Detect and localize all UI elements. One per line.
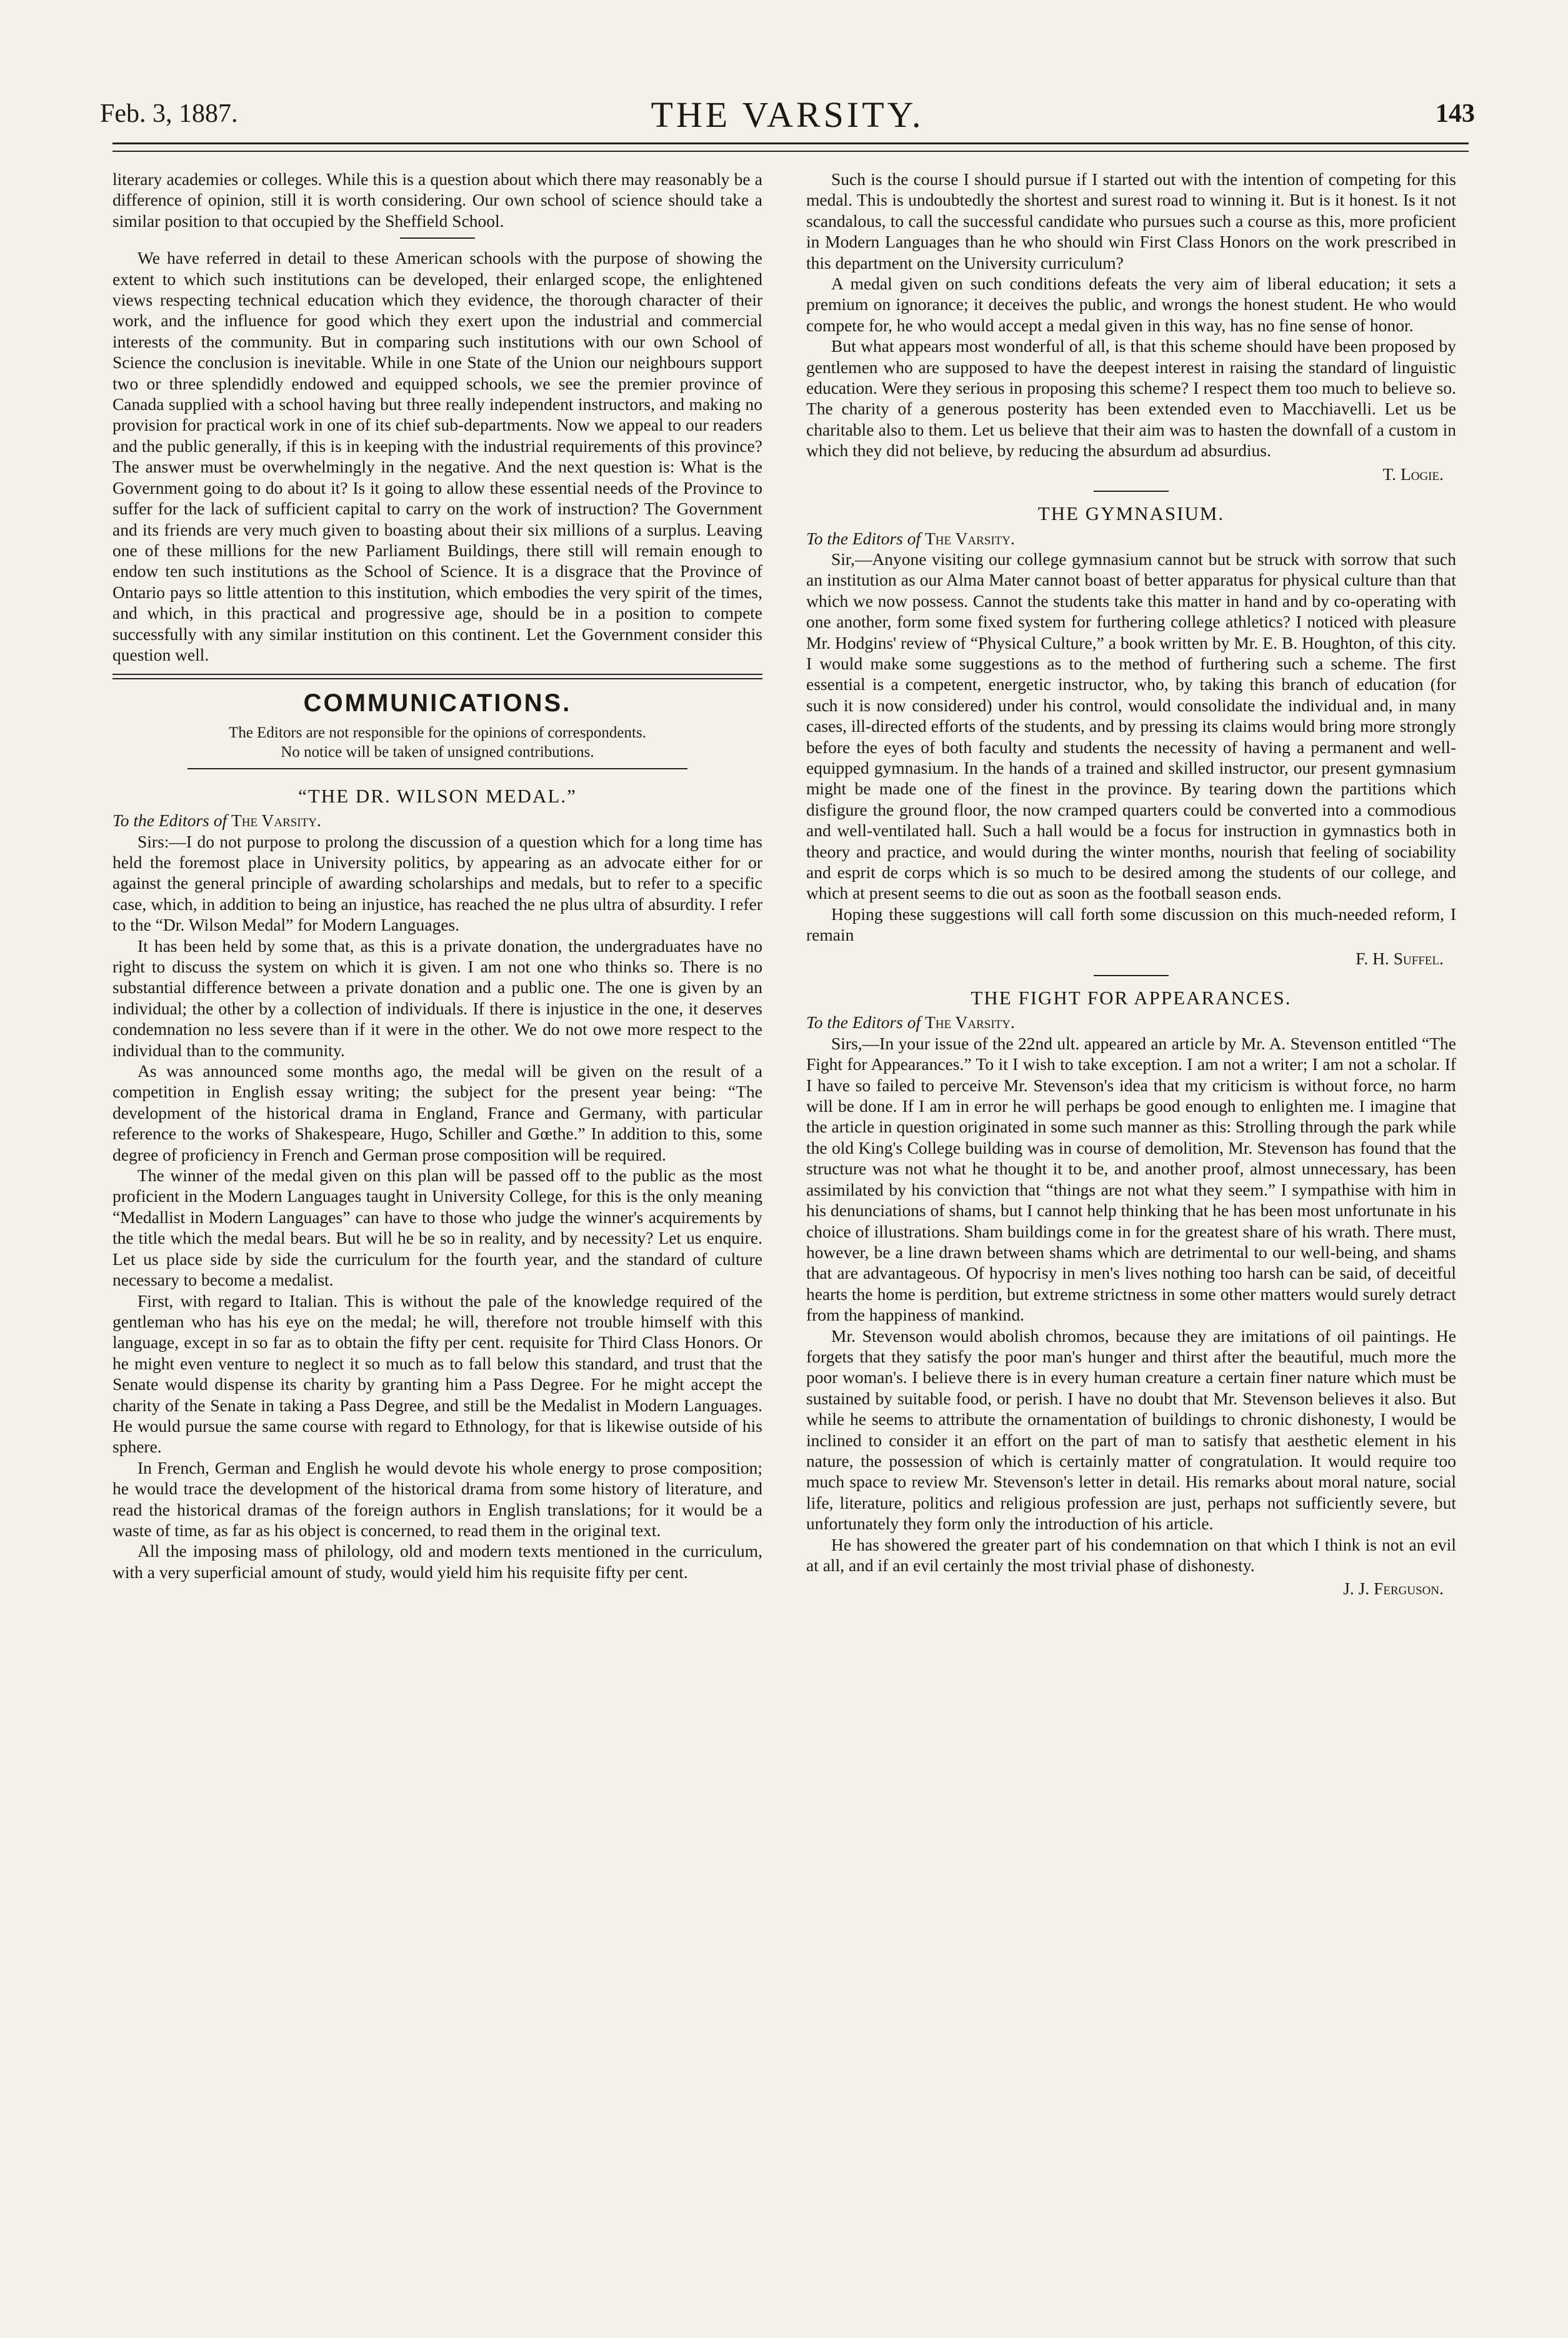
gym-paragraph: Hoping these suggestions will call forth some discussion on this much-needed reform, I remain (806, 904, 1456, 945)
wilson-paragraph: All the imposing mass of philology, old and modern texts mentioned in the curriculum, with a very superficial amount of study, would yield him his requisite fifty per cent. (112, 1541, 762, 1582)
fight-appearances-heading: THE FIGHT FOR APPEARANCES. (971, 987, 1292, 1009)
fight-salutation (806, 1012, 1456, 1032)
newspaper-title: THE VARSITY. (651, 94, 924, 135)
to-editors-text: To the Editors of (806, 528, 921, 548)
wilson-paragraph: First, with regard to Italian. This is without the pale of the knowledge required of the gentleman who has his eye on the medal; he will, therefore not trouble himself with this language, except in so far as to obtain the fifty per cent. requisite for Third Class Honors. Or he might even venture to neglect it so much as to fall below this standard, and trust that the Senate would dispense its charity by granting him a Pass Degree. For he might accept the charity of the Senate in taking a Pass Degree, and still be the Medalist in Modern Languages. He would pursue the same course with regard to Ethnology, for that is likewise outside of his sphere. (112, 1291, 762, 1457)
section-divider (112, 674, 762, 679)
fight-paragraph: Mr. Stevenson would abolish chromos, because they are imitations of oil paintings. He forgets that they satisfy the poor man's hunger and thirst after the beautiful, much more the poor woman's. I believe there is in every human creature a certain finer nature which must be sustained by suitable food, or perish. I have no doubt that Mr. Stevenson believes it also. But while he seems to attribute the ornamentation of buildings to chronic dishonesty, I would be inclined to consider it an effort on the part of man to satisfy that aesthetic element in his nature, the possession of which is certainly matter of congratulation. It would require too much space to review Mr. Stevenson's letter in detail. His remarks about moral nature, social life, literature, politics and religious profession are just, perhaps not sufficiently severe, but unfortunately they form only the introduction of his article. (806, 1326, 1456, 1534)
short-divider (1094, 491, 1169, 492)
wilson-paragraph: The winner of the medal given on this plan will be passed off to the public as the most proficient in the Modern Languages taught in University College, for this is the only meaning “Medallist in Modern Languages” can have to those who judge the winner's acquirements by the title which the medal bears. But will he be so in reality, and by necessity? Let us enquire. Let us place side by side the curriculum for the fourth year, and the standard of culture necessary to become a medalist. (112, 1166, 762, 1290)
gym-salutation (806, 528, 1456, 549)
editors-notice (112, 723, 762, 762)
page-number: 143 (1436, 99, 1475, 128)
notice-divider (187, 768, 687, 769)
issue-date: Feb. 3, 1887. (100, 99, 238, 128)
short-divider (400, 237, 475, 239)
left-column (112, 169, 762, 1582)
wilson-medal-heading: “THE DR. WILSON MEDAL.” (298, 784, 577, 807)
wilson-paragraph: In French, German and English he would devote his whole energy to prose composition; he would trace the development of the historical drama from some history of literature, and read the historical dramas of the foreign authors in English translations; for it would be a waste of time, as far as his object is concerned, to read them in the original text. (112, 1457, 762, 1540)
paper-name: The Varsity. (925, 528, 1015, 548)
short-divider (1094, 975, 1169, 976)
right-column (806, 169, 1456, 1603)
fight-paragraph: Sirs,—In your issue of the 22nd ult. appeared an article by Mr. A. Stevenson entitled “The Fight for Appearances.” To it I wish to take exception. I am not a writer; I am not a scholar. If I have so failed to perceive Mr. Stevenson's idea that my criticism is without force, no harm will be done. If I am in error he will perhaps be good enough to enlighten me. I imagine that the article in question originated in some such manner as this: Strolling through the park while the old King's College building was in course of demolition, Mr. Stevenson has found that the structure was not what he thought it to be, and another proof, almost unnecessary, has been assimilated by his conviction that “things are not what they seem.” I sympathise with him in his denunciations of shams, but I cannot help thinking that he has been most unfortunate in his choice of illustrations. Sham buildings come in for the greatest share of his wrath. There must, however, be a line drawn between shams which are detrimental to our well-being, and shams that are advantageous. Of hypocrisy in men's lives nothing too harsh can be said, of deceitful hearts the home is perdition, but extreme strictness in some other matters would surely detract from the happiness of mankind. (806, 1033, 1456, 1325)
signature-logie: T. Logie. (1382, 464, 1444, 484)
communications-heading: COMMUNICATIONS. (303, 689, 572, 717)
paper-name: The Varsity. (231, 811, 321, 831)
editorial-paragraph-end: literary academies or colleges. While this is a question about which there may reasonably be a difference of opinion, still it is worth considering. Our own school of science should take a similar position to that occupied by the Sheffield School. (112, 169, 762, 231)
signature-suffel: F. H. Suffel. (1356, 948, 1444, 968)
wilson-continued-paragraph: But what appears most wonderful of all, is that this scheme should have been proposed by gentlemen who are supposed to have the deepest interest in raising the standard of linguistic education. Were they serious in proposing this scheme? I respect them too much to believe so. The charity of a generous posterity has been extended even to Macchiavelli. Let us be charitable also to them. Let us believe that their aim was to hasten the downfall of a custom in which they did not believe, by reducing the absurdum ad absurdius. (806, 336, 1456, 461)
wilson-paragraph: Sirs:—I do not purpose to prolong the discussion of a question which for a long time has held the foremost place in University politics, by appearing as an advocate either for or against the general principle of awarding scholarships and medals, but to refer to a specific case, which, in addition to being an injustice, has reached the ne plus ultra of absurdity. I refer to the “Dr. Wilson Medal” for Modern Languages. (112, 831, 762, 935)
editorial-paragraph-school-of-science: We have referred in detail to these American schools with the purpose of showing the extent to which such institutions can be developed, their enlarged scope, the enlightened views respecting technical education which they evidence, the thorough character of their work, and the influence for good which they exert upon the industrial and commercial interests of the community. But in comparing such institutions with our own School of Science the conclusion is inevitable. While in one State of the Union our neighbours support two or three splendidly endowed and equipped schools, we see the premier province of Canada supplied with a school having but three really independent instructors, and making no provision for practical work in one of its chief sub-departments. Now we appeal to our readers and the public generally, if this is in keeping with the industrial requirements of this province? The answer must be overwhelmingly in the negative. And the next question is: What is the Government going to do about it? Is it going to allow these essential needs of the Province to suffer for the lack of sufficient capital to carry on the work of instruction? The Government and its friends are very much given to boasting about their six millions of a surplus. Leaving one of these millions for the new Parliament Buildings, there still will remain enough to endow ten such institutions as the School of Science. It is a disgrace that the Province of Ontario pays so little attention to this institution, which embodies the very spirit of the times, and which, in this practical and progressive age, should be in a position to compete successfully with any similar institution on this continent. Let the Government consider this question well. (112, 248, 762, 664)
gymnasium-heading: THE GYMNASIUM. (1037, 502, 1225, 525)
wilson-continued-paragraph: Such is the course I should pursue if I started out with the intention of competing for this medal. This is undoubtedly the shortest and surest road to winning it. But is it honest. Is it not scandalous, to call the successful candidate who pursues such a course as this, more proficient in Modern Languages than he who should win First Class Honors on the work prescribed in this department on the University curriculum? (806, 169, 1456, 272)
to-editors-text: To the Editors of (112, 811, 227, 831)
signature-ferguson: J. J. Ferguson. (1343, 1579, 1444, 1599)
notice-line-1: The Editors are not responsible for the opinions of correspondents. (229, 724, 646, 741)
to-editors-text: To the Editors of (806, 1012, 921, 1032)
gym-paragraph: Sir,—Anyone visiting our college gymnasium cannot but be struck with sorrow that such an institution as our Alma Mater cannot boast of better apparatus for physical culture than that which we now possess. Cannot the students take this matter in hand and by co-operating with one another, form some fixed system for furthering college athletics? I noticed with pleasure Mr. Hodgins' review of “Physical Culture,” a book written by Mr. E. B. Houghton, of this city. I would make some suggestions as to the method of furthering such a scheme. The first essential is a competent, energetic instructor, who, by taking this branch of education (for such it is now considered) under his control, would consolidate the individual and, in many cases, ill-directed efforts of the students, and by pressing its claims would bring more strongly before the eyes of both faculty and students the necessity of having a permanent and well-equipped gymnasium. In the hands of a trained and skilled instructor, our present gymnasium might be made one of the finest in the province. By tearing down the partitions which disfigure the ground floor, the now cramped quarters could be converted into a commodious and well-ventilated hall. Such a hall would be a focus for instruction in gymnastics both in theory and practice, and would during the winter months, nourish that feeling of sociability and esprit de corps which is so much to be desired among the students of our college, and which at present seems to die out as soon as the football season ends. (806, 549, 1456, 903)
paper-name: The Varsity. (925, 1012, 1015, 1032)
fight-paragraph: He has showered the greater part of his condemnation on that which I think is not an evil at all, and if an evil certainly the most trivial phase of dishonesty. (806, 1534, 1456, 1575)
masthead-rule (112, 142, 1469, 152)
notice-line-2: No notice will be taken of unsigned contributions. (281, 743, 594, 761)
wilson-paragraph: As was announced some months ago, the medal will be given on the result of a competition in English essay writing; the subject for the present year being: “The development of the historical drama in England, France and Germany, with particular reference to the works of Shakespeare, Hugo, Schiller and Gœthe.” In addition to this, some degree of proficiency in French and German prose composition will be required. (112, 1061, 762, 1164)
masthead (100, 94, 1475, 144)
wilson-salutation (112, 810, 762, 831)
wilson-continued-paragraph: A medal given on such conditions defeats the very aim of liberal education; it sets a premium on ignorance; it deceives the public, and wrongs the honest student. He who would compete for, he who would accept a medal given in this way, has no fine sense of honor. (806, 274, 1456, 335)
wilson-paragraph: It has been held by some that, as this is a private donation, the undergraduates have no right to discuss the system on which it is given. I am not one who thinks so. There is no substantial difference between a private donation and a public one. The one is given by an individual; the other by a collection of individuals. If there is injustice in the one, it deserves condemnation no less severe than if it were in the other. We do not owe more respect to the individual than to the community. (112, 936, 762, 1060)
